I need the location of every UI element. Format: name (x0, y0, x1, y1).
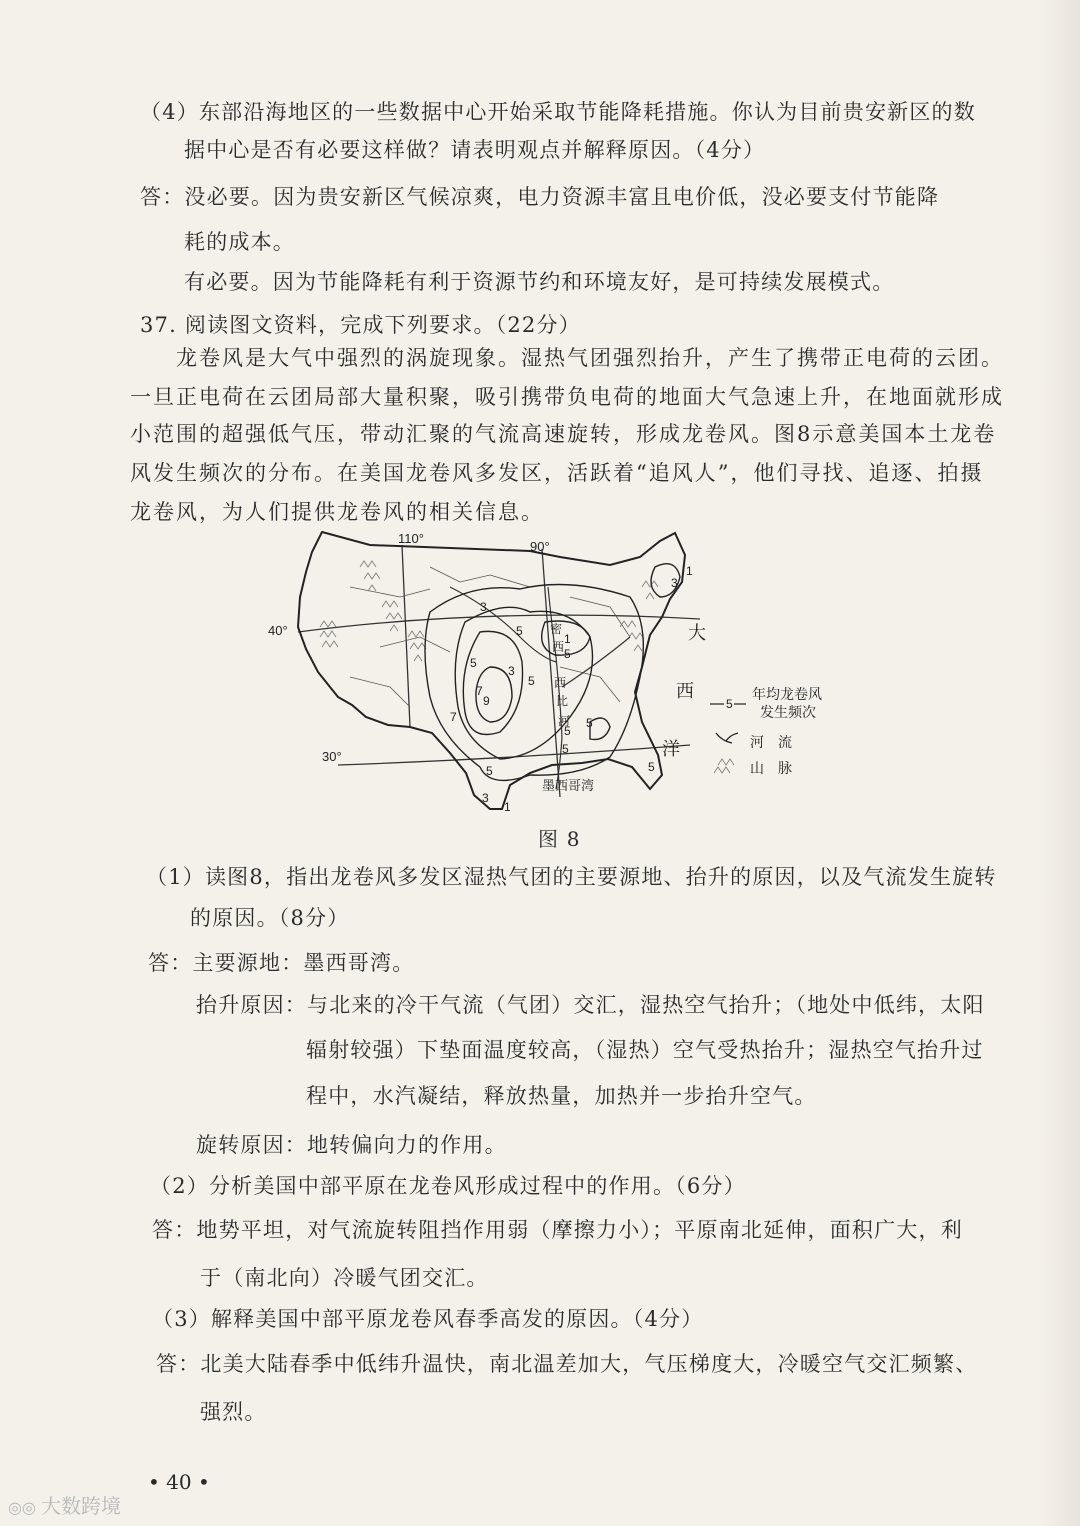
contour-label: 5 (564, 724, 571, 738)
watermark-logo-icon: ◎◎ (8, 1498, 42, 1517)
q37-3-question: （3）解释美国中部平原龙卷风春季高发的原因。（4分） (152, 1307, 704, 1331)
page-edge-shadow (1040, 0, 1080, 1526)
legend-mountain-label: 山 脉 (750, 760, 792, 776)
q37-1-answer-lift-line2: 辐射较强）下垫面温度较高，（湿热）空气受热抬升；湿热空气抬升过 (306, 1038, 984, 1062)
contour-label: 5 (486, 764, 493, 778)
q37-3-answer-line2: 强烈。 (200, 1400, 267, 1424)
q37-passage-line3: 小范围的超强低气压，带动汇聚的气流高速旋转，形成龙卷风。图8示意美国本土龙卷 (130, 422, 997, 446)
missouri-river (450, 587, 556, 662)
contour-labels (450, 564, 693, 814)
legend-frequency-label-2: 发生频次 (760, 704, 816, 720)
svg-text:西: 西 (554, 676, 567, 690)
map-legend (710, 686, 822, 776)
contour-label: 5 (586, 716, 593, 730)
contour-label: 5 (562, 742, 569, 756)
frequency-isolines (425, 564, 680, 781)
svg-text:密: 密 (550, 622, 563, 636)
contour-label: 7 (450, 710, 457, 724)
contour-label: 5 (648, 760, 655, 774)
q37-1-question-line2: 的原因。（8分） (190, 906, 350, 930)
q37-1-answer-lift-line1: 抬升原因：与北来的冷干气流（气团）交汇，湿热空气抬升；（地处中低纬，太阳 (196, 993, 985, 1017)
contour-label: 5 (528, 674, 535, 688)
contour-label: 1 (504, 800, 511, 814)
q37-1-answer-source: 答：主要源地：墨西哥湾。 (148, 951, 415, 975)
q37-2-question: （2）分析美国中部平原在龙卷风形成过程中的作用。（6分） (150, 1174, 746, 1198)
q36-4-answer-line1: 答：没必要。因为贵安新区气候凉爽，电力资源丰富且电价低，没必要支付节能降 (140, 185, 940, 209)
longitude-110-label: 110° (398, 531, 424, 546)
contour-label: 5 (564, 647, 571, 661)
contour-label: 7 (476, 684, 483, 698)
q37-1-answer-rotate: 旋转原因：地转偏向力的作用。 (196, 1133, 507, 1157)
ohio-river (562, 637, 630, 687)
legend-river-icon (716, 733, 738, 743)
q37-passage-line1: 龙卷风是大气中强烈的涡旋现象。湿热气团强烈抬升，产生了携带正电荷的云团。 (176, 346, 1004, 370)
q37-passage-line2: 一旦正电荷在云团局部大量积聚，吸引携带负电荷的地面大气急速上升，在地面就形成 (130, 385, 1004, 409)
q36-4-question-line2: 据中心是否有必要这样做？请表明观点并解释原因。（4分） (184, 138, 766, 162)
contour-label: 1 (564, 632, 571, 646)
legend-line-value: 5 (726, 697, 733, 711)
contour-label: 5 (470, 656, 477, 670)
q37-passage-line4: 风发生频次的分布。在美国龙卷风多发区，活跃着“追风人”，他们寻找、追逐、拍摄 (130, 461, 984, 485)
contour-label: 3 (508, 664, 515, 678)
q37-2-answer-line2: 于（南北向）冷暖气团交汇。 (200, 1266, 489, 1290)
svg-text:西: 西 (552, 640, 565, 654)
figure-caption: 图 8 (538, 827, 581, 851)
legend-river-label: 河 流 (750, 734, 792, 750)
longitude-90-label: 90° (530, 539, 550, 554)
q37-header: 37. 阅读图文资料，完成下列要求。（22分） (140, 313, 581, 337)
latitude-30-line (338, 745, 690, 765)
contour-label: 5 (516, 624, 523, 638)
svg-text:河: 河 (558, 714, 571, 728)
q36-4-answer-line3: 有必要。因为节能降耗有利于资源节约和环境友好，是可持续发展模式。 (184, 270, 895, 294)
contour-label: 9 (483, 694, 490, 708)
tornado-frequency-map (268, 527, 850, 827)
page-number: • 40 • (148, 1470, 210, 1494)
svg-text:比: 比 (556, 694, 569, 708)
legend-mountain-icon (714, 759, 734, 773)
atlantic-label-2: 西 (676, 681, 694, 701)
atlantic-label-1: 大 (688, 623, 706, 643)
contour-label: 3 (671, 576, 678, 590)
q37-3-answer-line1: 答：北美大陆春季中低纬升温快，南北温差加大，气压梯度大，冷暖空气交汇频繁、 (156, 1352, 978, 1376)
watermark-text: 大数跨境 (41, 1494, 122, 1518)
contour-label: 3 (480, 600, 487, 614)
contour-label: 3 (482, 791, 489, 805)
q37-2-answer-line1: 答：地势平坦，对气流旋转阻挡作用弱（摩擦力小）；平原南北延伸，面积广大，利 (152, 1218, 963, 1242)
q37-passage-line5: 龙卷风，为人们提供龙卷风的相关信息。 (130, 500, 544, 524)
legend-frequency-label-1: 年均龙卷风 (752, 686, 822, 702)
contour-label: 1 (686, 564, 693, 578)
q36-4-question-line1: （4）东部沿海地区的一些数据中心开始采取节能降耗措施。你认为目前贵安新区的数 (140, 100, 976, 124)
q37-1-answer-lift-line3: 程中，水汽凝结，释放热量，加热并一步抬升空气。 (306, 1084, 817, 1108)
latitude-30-label: 30° (322, 749, 342, 764)
atlantic-label-3: 洋 (662, 739, 680, 759)
gulf-of-mexico-label: 墨西哥湾 (542, 778, 595, 793)
q37-1-question-line1: （1）读图8，指出龙卷风多发区湿热气团的主要源地、抬升的原因，以及气流发生旋转 (146, 865, 997, 889)
latitude-40-label: 40° (268, 623, 288, 638)
q36-4-answer-line2: 耗的成本。 (184, 230, 295, 254)
watermark (8, 1490, 121, 1519)
